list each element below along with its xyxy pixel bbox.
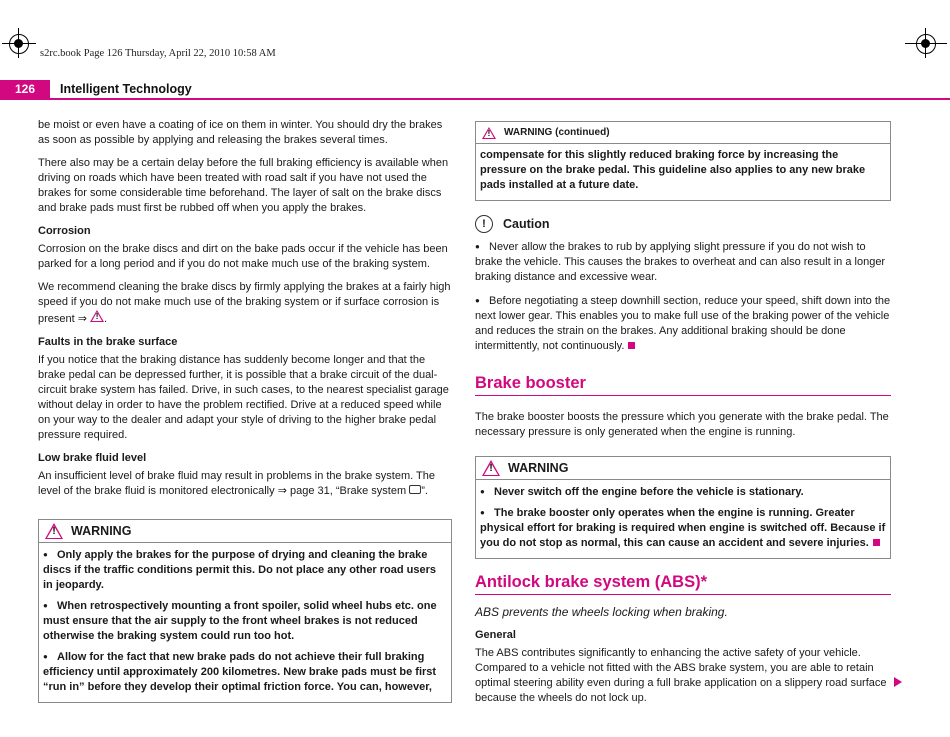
corrosion-heading: Corrosion <box>38 225 91 237</box>
abs-subtitle: ABS prevents the wheels locking when braking. <box>475 605 728 619</box>
paragraph: We recommend cleaning the brake discs by firmly applying the brakes at a fairly high speed if you do not make much use of the braking system or if surface corrosion is present ⇒ ! . <box>38 281 451 325</box>
print-header: s2rc.book Page 126 Thursday, April 22, 2010 10:58 AM <box>40 48 276 59</box>
brake-warning-light-icon <box>409 485 421 494</box>
faults-heading: Faults in the brake surface <box>38 336 178 348</box>
warning-triangle-icon: ! <box>482 460 500 476</box>
warning-title: WARNING <box>71 523 132 538</box>
warning-body <box>39 543 451 702</box>
right-column <box>475 121 891 714</box>
warning-continued-box <box>475 121 891 201</box>
warning-text: compensate for this slightly reduced braking force by increasing the pressure on the brake pedal. This guideline also applies to any new brake pads installed at a future date. <box>480 149 866 191</box>
abs-title: Antilock brake system (ABS)* <box>475 575 891 595</box>
running-title: Intelligent Technology <box>60 82 192 96</box>
paragraph: The brake booster boosts the pressure which you generate with the brake pedal. The necessary pressure is only generated when the engine is running. <box>475 411 889 438</box>
warning-continued-body <box>476 144 890 200</box>
caution-icon: ! <box>475 215 493 233</box>
page-reference-link[interactable]: ⇒ page 31, “Brake system <box>277 485 407 497</box>
header-rule <box>0 98 950 100</box>
warning-box <box>38 519 452 703</box>
warning-item: ● When retrospectively mounting a front spoiler, solid wheel hubs etc. one must ensure that the air supply to the front wheel brakes is not reduced otherwise the braking system could run too hot. <box>43 598 447 644</box>
section-end-marker <box>628 342 635 349</box>
warning-triangle-icon: ! <box>45 523 63 539</box>
booster-warning-body <box>476 480 890 558</box>
caution-item: ● Before negotiating a steep downhill section, reduce your speed, shift down into the next lower gear. This enables you to make full use of the braking power of the vehicle and reduces the strain on the brakes. Any additional braking should be done intermittently, not continuously. <box>475 293 891 354</box>
paragraph: be moist or even have a coating of ice on them in winter. You should dry the brakes as soon as possible by applying and releasing the brakes several times. <box>38 119 443 146</box>
booster-warning-header <box>476 457 890 480</box>
general-heading: General <box>475 629 516 641</box>
paragraph: If you notice that the braking distance has suddenly become longer and that the brake pedal can be depressed further, it is possible that a brake circuit of the dual-circuit brake system has failed. Drive, in such cases, to the nearest specialist garage without delay in order to have the problem rectified. Drive at a reduced speed while on your way to the dealer and adapt your style of driving to the higher brake pedal pressure required. <box>38 354 449 441</box>
left-column <box>38 118 452 713</box>
paragraph: Corrosion on the brake discs and dirt on the bake pads occur if the vehicle has been parked for a long period and if you do not make much use of the braking system. <box>38 243 448 270</box>
warning-continued-title: WARNING (continued) <box>504 127 610 138</box>
page-number: 126 <box>0 80 50 98</box>
warning-continued-header <box>476 122 890 144</box>
caution-title: Caution <box>503 216 550 231</box>
cross-reference-arrow[interactable]: ⇒ <box>77 313 87 325</box>
paragraph: The ABS contributes significantly to enhancing the active safety of your vehicle. Compared to a vehicle not fitted with the ABS brake system, you are able to retain optimal steering ability even during a full brake application on a slippery road surface because the wheels do not lock up. <box>475 647 887 704</box>
booster-warning-box <box>475 456 891 559</box>
warning-header <box>39 520 451 543</box>
caution-header <box>475 215 891 233</box>
next-page-arrow-icon[interactable] <box>894 677 902 687</box>
caution-item: ● Never allow the brakes to rub by applying slight pressure if you do not wish to brake the vehicle. This causes the brakes to overheat and can also result in a longer braking distance and excessive wear. <box>475 239 891 285</box>
fluid-heading: Low brake fluid level <box>38 452 147 464</box>
warning-item: ● Allow for the fact that new brake pads do not achieve their full braking efficiency until approximately 200 kilometres. New brake pads must be first “run in” before they develop their optimal friction force. You can, however, <box>43 649 447 695</box>
warning-item: ● Never switch off the engine before the vehicle is stationary. <box>480 484 886 500</box>
booster-warning-title: WARNING <box>508 460 569 475</box>
paragraph: There also may be a certain delay before the full braking efficiency is available when driving on roads which have been treated with road salt if you have not used the brakes for some considerable time beforehand. The layer of salt on the brake discs and brake pads must first be rubbed off when you apply the brakes. <box>38 157 449 214</box>
warning-triangle-icon: ! <box>482 127 496 139</box>
brake-booster-title: Brake booster <box>475 376 891 396</box>
section-end-marker <box>873 539 880 546</box>
warning-item: ● Only apply the brakes for the purpose of drying and cleaning the brake discs if the traffic conditions permit this. Do not place any other road users in jeopardy. <box>43 547 447 593</box>
warning-triangle-icon: ! <box>90 310 104 322</box>
warning-item: ● The brake booster only operates when the engine is running. Greater physical effort for braking is required when engine is switched off. Because if you do not stop as normal, this can cause an accident and severe injuries. <box>480 505 886 551</box>
paragraph: An insufficient level of brake fluid may result in problems in the brake system. The level of the brake fluid is monitored electronically ⇒ page 31, “Brake system ”. <box>38 470 436 497</box>
